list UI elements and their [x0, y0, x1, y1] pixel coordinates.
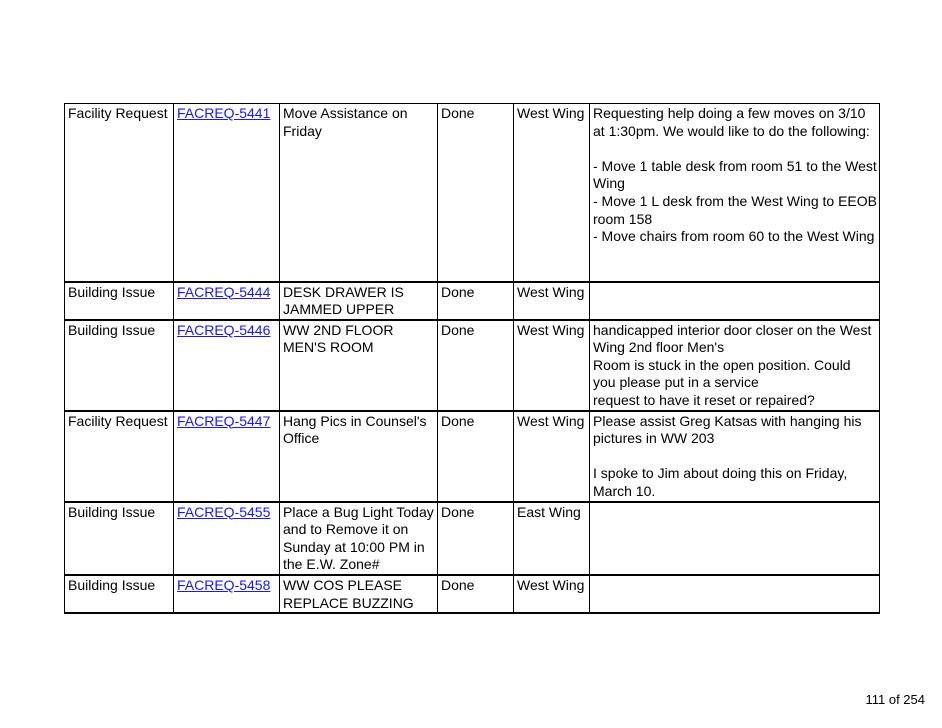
ticket-id-cell: [174, 411, 280, 502]
summary-cell: Move Assistance on Friday: [280, 104, 438, 282]
request-type-cell: Facility Request: [65, 104, 174, 282]
ticket-link[interactable]: FACREQ-5441: [177, 105, 271, 121]
summary-cell: WW 2ND FLOOR MEN'S ROOM: [280, 320, 438, 411]
description-line: - Move chairs from room 60 to the West Wing: [593, 228, 875, 245]
description-line: Requesting help doing a few moves on 3/10 at 1:30pm. We would like to do the following:: [593, 105, 870, 139]
request-type-cell: Building Issue: [65, 282, 174, 320]
description-cell: [590, 575, 880, 613]
ticket-link[interactable]: FACREQ-5447: [177, 412, 271, 429]
description-cell: [590, 502, 880, 575]
status-cell: Done: [438, 502, 514, 575]
description-cell: [590, 320, 880, 411]
description-line: request to have it reset or repaired?: [593, 392, 815, 409]
status-cell: Done: [438, 575, 514, 613]
description-line: - Move 1 L desk from the West Wing to EEOB room 158: [593, 192, 881, 227]
summary-cell: DESK DRAWER IS JAMMED UPPER: [280, 282, 438, 320]
ticket-id-cell: [174, 320, 280, 411]
status-cell: Done: [438, 104, 514, 282]
table-row: [65, 575, 880, 613]
ticket-link[interactable]: FACREQ-5458: [177, 577, 271, 593]
ticket-id-cell: [174, 575, 280, 613]
table-row: [65, 502, 880, 575]
ticket-link[interactable]: FACREQ-5455: [177, 503, 271, 520]
request-type-cell: Building Issue: [65, 320, 174, 411]
description-line: Room is stuck in the open position. Could you please put in a service: [593, 356, 855, 391]
location-cell: West Wing: [514, 104, 590, 282]
description-line: I spoke to Jim about doing this on Friday, March 10.: [593, 465, 852, 500]
description-line: handicapped interior door closer on the West Wing 2nd floor Men's: [593, 321, 876, 356]
location-cell: East Wing: [514, 502, 590, 575]
request-type-cell: Building Issue: [65, 502, 174, 575]
location-cell: West Wing: [514, 320, 590, 411]
ticket-link[interactable]: FACREQ-5446: [177, 321, 271, 338]
status-cell: Done: [438, 411, 514, 502]
summary-cell: Hang Pics in Counsel's Office: [280, 411, 438, 502]
table-row: [65, 320, 880, 411]
page-number: 111 of 254: [865, 692, 925, 707]
description-line: [593, 448, 877, 466]
request-type-cell: Building Issue: [65, 575, 174, 613]
ticket-id-cell: [174, 502, 280, 575]
description-line: Please assist Greg Katsas with hanging his pictures in WW 203: [593, 412, 866, 447]
status-cell: Done: [438, 282, 514, 320]
table-row: [65, 411, 880, 502]
description-cell: [590, 104, 880, 282]
description-line: [593, 140, 877, 158]
summary-cell: Place a Bug Light Today and to Remove it on Sunday at 10:00 PM in the E.W. Zone#: [280, 502, 438, 575]
location-cell: West Wing: [514, 575, 590, 613]
facility-requests-table: [64, 103, 880, 614]
description-line: - Move 1 table desk from room 51 to the West Wing: [593, 157, 881, 192]
summary-cell: WW COS PLEASE REPLACE BUZZING: [280, 575, 438, 613]
location-cell: West Wing: [514, 282, 590, 320]
ticket-link[interactable]: FACREQ-5444: [177, 283, 271, 300]
location-cell: West Wing: [514, 411, 590, 502]
table-body: [65, 104, 880, 614]
ticket-id-cell: [174, 104, 280, 282]
description-cell: [590, 282, 880, 320]
request-type-cell: Facility Request: [65, 411, 174, 502]
status-cell: Done: [438, 320, 514, 411]
ticket-id-cell: [174, 282, 280, 320]
table-row: [65, 104, 880, 282]
description-cell: [590, 411, 880, 502]
table-row: [65, 282, 880, 320]
